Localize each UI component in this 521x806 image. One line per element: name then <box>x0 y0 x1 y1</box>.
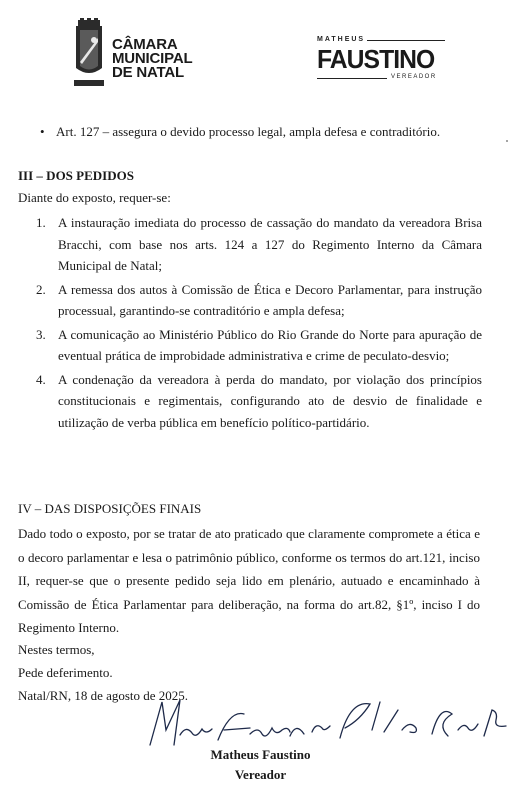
camara-municipal-logo <box>72 18 232 93</box>
city-crest-icon <box>72 18 106 93</box>
camara-logo-line: DE NATAL <box>112 64 185 81</box>
section-intro: Diante do exposto, requer-se: <box>18 190 171 205</box>
logo-rule <box>317 78 387 79</box>
signer-name: Matheus Faustino <box>210 747 311 762</box>
list-item-number: 1. <box>36 215 46 230</box>
camara-logo-text <box>112 38 192 80</box>
list-item-text: A instauração imediata do processo de cassação do mandato da vereadora Brisa Bracchi, com base nos arts. 124 a 127 do Regimento Interno da Câmara Municipal de Natal; <box>58 215 482 273</box>
list-item <box>18 279 482 322</box>
list-item-number: 3. <box>36 326 46 342</box>
scan-speck <box>506 140 508 142</box>
list-item-text: A comunicação ao Ministério Público do Rio Grande do Norte para apuração de eventual prática de improbidade administrativa e crime de peculato-desvio; <box>58 326 482 363</box>
logo-role: VEREADOR <box>391 74 437 80</box>
list-item <box>18 369 482 434</box>
final-paragraph: Dado todo o exposto, por se tratar de ato praticado que claramente compromete a ética e o decoro parlamentar e lesa o patrimônio público, conforme os termos do art.121, inciso II, requer-se que o presente pedido seja lido em plenário, autuado e encaminhado à Comissão de Ética Parlamentar para deliberação, na forma do art.82, §1º, inciso I do Regimento Interno. <box>18 526 480 635</box>
logo-rule <box>367 40 445 41</box>
list-item <box>18 212 482 277</box>
closing-line: Nestes termos, <box>18 642 95 657</box>
list-item-text: A condenação da vereadora à perda do mandato, por violação dos princípios constitucionais e regimentais, configurando ato de desvio de finalidade e utilização de verba pública em benefício político-partidário. <box>58 371 482 430</box>
logo-first-name: MATHEUS <box>317 36 366 43</box>
section-title-disposicoes: IV – DAS DISPOSIÇÕES FINAIS <box>18 501 202 516</box>
camara-logo-line: CÂMARA <box>112 36 178 53</box>
list-item-text: A remessa dos autos à Comissão de Ética e Decoro Parlamentar, para instrução processual, garantindo-se contraditório e ampla defesa; <box>58 281 482 318</box>
list-item <box>18 324 482 367</box>
section-title-pedidos: III – DOS PEDIDOS <box>18 168 134 183</box>
bullet-text: Art. 127 – assegura o devido processo legal, ampla defesa e contraditório. <box>56 124 441 139</box>
list-item-number: 4. <box>36 371 46 387</box>
matheus-faustino-logo <box>317 36 447 84</box>
logo-surname: FAUSTINO <box>317 44 435 74</box>
article-bullet <box>40 124 440 140</box>
date-line: Natal/RN, 18 de agosto de 2025. <box>18 688 189 703</box>
closing-line: Pede deferimento. <box>18 665 113 680</box>
signer-role: Vereador <box>234 767 287 782</box>
requests-list <box>18 212 482 433</box>
list-item-number: 2. <box>36 281 46 297</box>
camara-logo-line: MUNICIPAL <box>112 50 193 67</box>
bullet-icon: • <box>40 124 45 139</box>
